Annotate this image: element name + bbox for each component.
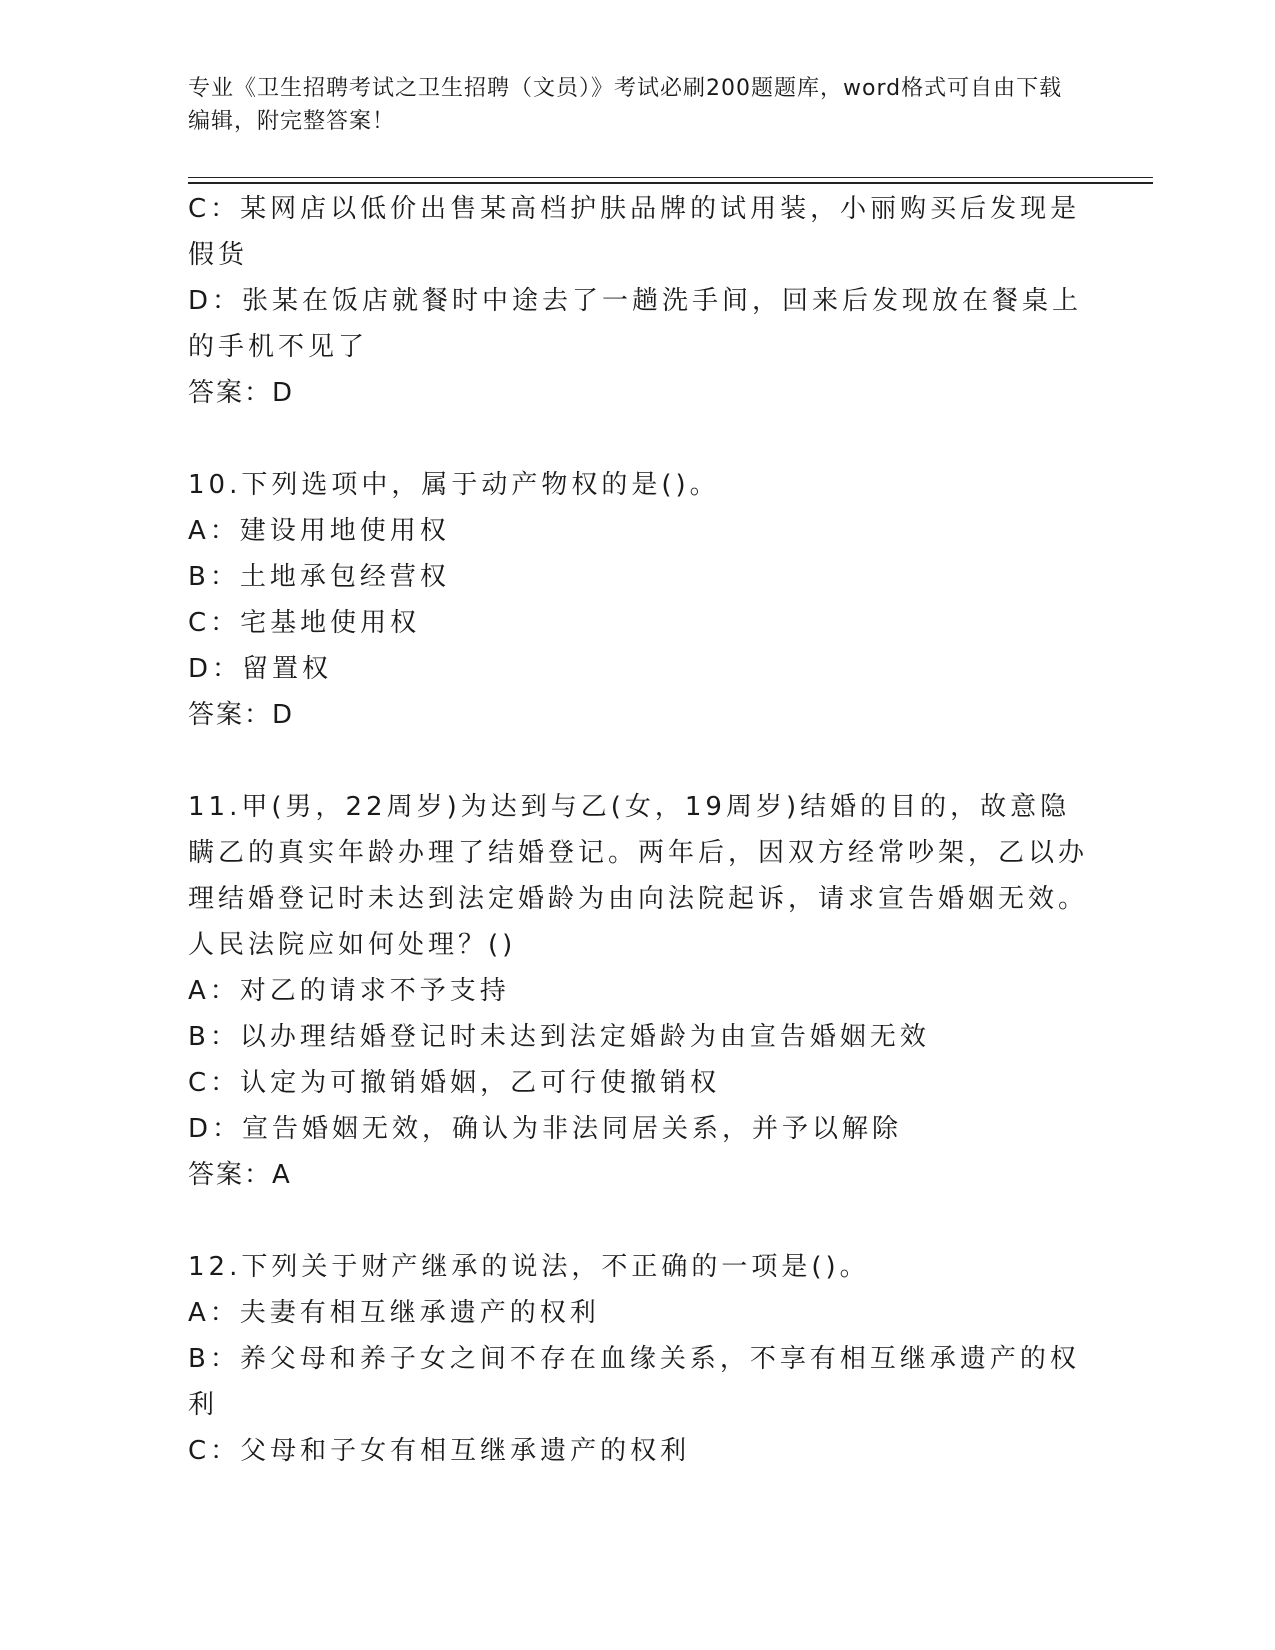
spacer xyxy=(188,416,1088,462)
header-divider-thin xyxy=(188,177,1153,178)
option-b: B：养父母和养子女之间不存在血缘关系，不享有相互继承遗产的权利 xyxy=(188,1344,1080,1420)
option-c: C：认定为可撤销婚姻，乙可行使撤销权 xyxy=(188,1068,721,1098)
document-header xyxy=(188,72,1068,138)
option-b: B：土地承包经营权 xyxy=(188,562,450,592)
option-b: B：以办理结婚登记时未达到法定婚龄为由宣告婚姻无效 xyxy=(188,1022,930,1052)
question-block-11 xyxy=(188,784,1088,1198)
answer-line: 答案：A xyxy=(188,1160,292,1190)
spacer xyxy=(188,1198,1088,1244)
answer-line: 答案：D xyxy=(188,378,295,408)
option-a: A：夫妻有相互继承遗产的权利 xyxy=(188,1298,600,1328)
question-block-12 xyxy=(188,1244,1088,1474)
question-stem: 12.下列关于财产继承的说法，不正确的一项是()。 xyxy=(188,1252,870,1282)
option-c: C：父母和子女有相互继承遗产的权利 xyxy=(188,1436,691,1466)
question-stem: 10.下列选项中，属于动产物权的是()。 xyxy=(188,470,720,500)
question-block-10 xyxy=(188,462,1088,738)
option-a: A：建设用地使用权 xyxy=(188,516,450,546)
option-c: C：某网店以低价出售某高档护肤品牌的试用装，小丽购买后发现是假货 xyxy=(188,194,1081,270)
header-text: 专业《卫生招聘考试之卫生招聘（文员）》考试必刷200题题库，word格式可自由下载编辑，附完整答案！ xyxy=(188,76,1063,134)
header-divider-thick xyxy=(188,182,1153,184)
option-a: A：对乙的请求不予支持 xyxy=(188,976,510,1006)
question-stem: 11.甲(男，22周岁)为达到与乙(女，19周岁)结婚的目的，故意隐瞒乙的真实年龄办理了结婚登记。两年后，因双方经常吵架，乙以办理结婚登记时未达到法定婚龄为由向法院起诉，请求宣告婚姻无效。人民法院应如何处理？() xyxy=(188,792,1089,960)
option-d: D：宣告婚姻无效，确认为非法同居关系，并予以解除 xyxy=(188,1114,903,1144)
question-block-9 xyxy=(188,186,1088,416)
option-d: D：留置权 xyxy=(188,654,333,684)
answer-line: 答案：D xyxy=(188,700,295,730)
option-c: C：宅基地使用权 xyxy=(188,608,421,638)
spacer xyxy=(188,738,1088,784)
option-d: D：张某在饭店就餐时中途去了一趟洗手间，回来后发现放在餐桌上的手机不见了 xyxy=(188,286,1083,362)
question-content xyxy=(188,186,1088,1474)
